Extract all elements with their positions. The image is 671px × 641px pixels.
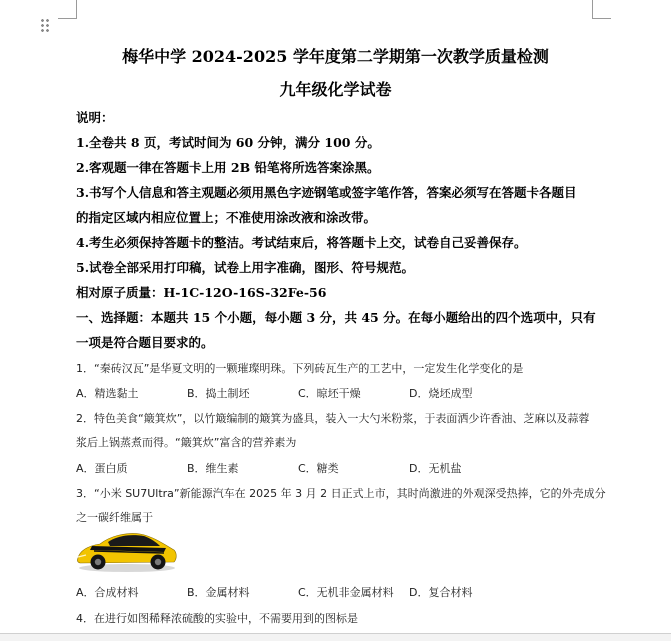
crop-mark-top-right	[592, 0, 611, 19]
instruction-line: 2.客观题一律在答题卡上用 2B 铅笔将所选答案涂黑。	[76, 160, 380, 175]
section-heading-cont: 一项是符合题目要求的。	[76, 335, 214, 350]
crop-mark-top-left	[58, 0, 77, 19]
q1-option-c: C．晾坯干燥	[298, 387, 361, 400]
question-3-text: 3．“小米 SU7Ultra”新能源汽车在 2025 年 3 月 2 日正式上市，其时尚激进的外观深受热捧，它的外壳成分	[76, 487, 606, 500]
q2-option-a: A．蛋白质	[76, 462, 128, 475]
q2-option-d: D．无机盐	[409, 462, 462, 475]
section-heading: 一、选择题：本题共 15 个小题，每小题 3 分，共 45 分。在每小题给出的四个选项中，只有	[76, 310, 596, 325]
q3-option-c: C．无机非金属材料	[298, 586, 394, 599]
question-2-text-cont: 浆后上锅蒸煮而得。“簸箕炊”富含的营养素为	[76, 436, 297, 449]
question-2-text: 2．特色美食“簸箕炊”，以竹簸编制的簸箕为盛具，装入一大勺米粉浆，于表面洒少许香油、芝麻以及蒜蓉	[76, 412, 590, 425]
instructions-heading: 说明：	[76, 110, 114, 125]
instruction-line: 4.考生必须保持答题卡的整洁。考试结束后，将答题卡上交，试卷自己妥善保存。	[76, 235, 527, 250]
car-image	[74, 524, 180, 574]
exam-title: 梅华中学 2024-2025 学年度第二学期第一次教学质量检测	[122, 47, 549, 66]
q3-option-b: B．金属材料	[187, 586, 250, 599]
q2-option-c: C．糖类	[298, 462, 339, 475]
question-4-text: 4．在进行如图稀释浓硫酸的实验中，不需要用到的图标是	[76, 612, 358, 625]
q1-option-a: A．精选黏土	[76, 387, 139, 400]
instruction-line: 1.全卷共 8 页，考试时间为 60 分钟，满分 100 分。	[76, 135, 380, 150]
q3-option-a: A．合成材料	[76, 586, 139, 599]
instruction-line: 的指定区域内相应位置上；不准使用涂改液和涂改带。	[76, 210, 377, 225]
question-3-text-cont: 之一碳纤维属于	[76, 511, 153, 524]
instruction-line: 3.书写个人信息和答主观题必须用黑色字迹钢笔或签字笔作答，答案必须写在答题卡各题目	[76, 185, 577, 200]
q2-option-b: B．维生素	[187, 462, 239, 475]
drag-handle-icon[interactable]	[40, 18, 50, 34]
exam-subtitle: 九年级化学试卷	[279, 80, 392, 99]
q1-option-d: D．烧坯成型	[409, 387, 473, 400]
q3-option-d: D．复合材料	[409, 586, 473, 599]
atomic-mass-line: 相对原子质量：H-1C-12O-16S-32Fe-56	[76, 285, 327, 300]
q1-option-b: B．捣土制坯	[187, 387, 250, 400]
instruction-line: 5.试卷全部采用打印稿，试卷上用字准确，图形、符号规范。	[76, 260, 415, 275]
question-1-text: 1．“秦砖汉瓦”是华夏文明的一颗璀璨明珠。下列砖瓦生产的工艺中，一定发生化学变化的是	[76, 362, 524, 375]
